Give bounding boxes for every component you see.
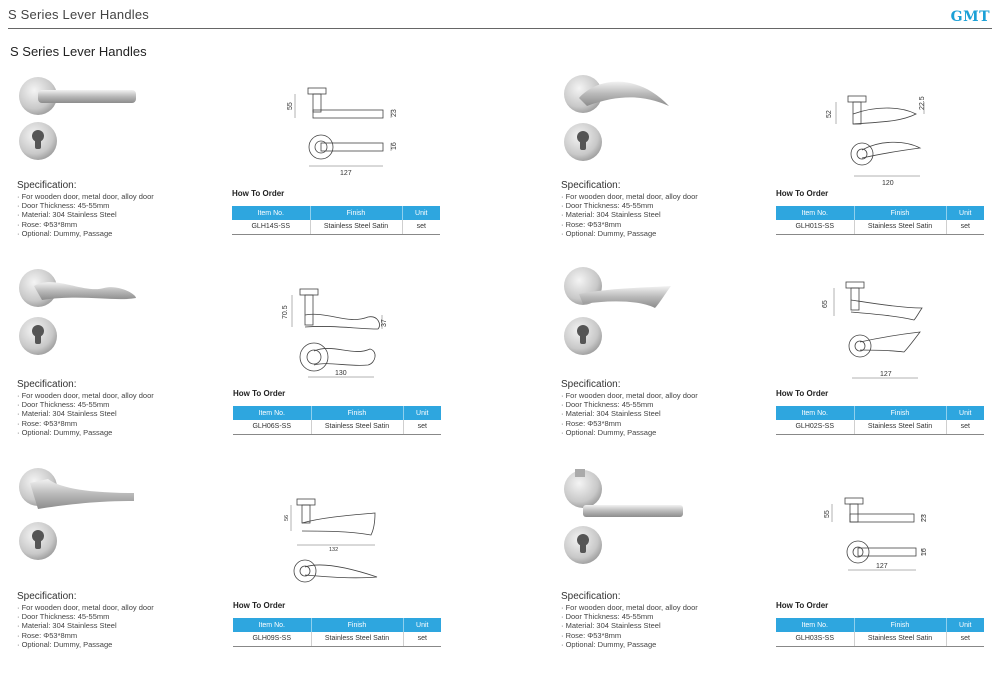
finish-cell: Stainless Steel Satin (311, 632, 403, 646)
spec-line: · Rose: Φ53*8mm (17, 630, 78, 640)
table-row (233, 632, 441, 646)
item-no-cell: GLH09S-SS (233, 632, 311, 646)
col-finish: Finish (854, 406, 946, 420)
dim-b: 23 (391, 109, 398, 117)
spec-title: Specification: (561, 180, 621, 191)
dim-d: 132 (329, 547, 339, 553)
technical-drawing (818, 278, 958, 388)
col-finish: Finish (854, 206, 946, 220)
dim-a: 55 (824, 510, 831, 518)
spec-line: · Rose: Φ53*8mm (561, 418, 622, 428)
how-to-order-title: How To Order (233, 601, 286, 610)
col-finish: Finish (310, 206, 402, 220)
spec-line: · For wooden door, metal door, alloy door (561, 192, 698, 201)
dim-b: 23 (921, 514, 928, 522)
unit-cell: set (946, 632, 984, 646)
technical-drawing (820, 490, 960, 600)
spec-line: · Rose: Φ53*8mm (561, 219, 622, 229)
lever-handle-photo (14, 465, 144, 585)
spec-line: · Rose: Φ53*8mm (17, 219, 78, 229)
spec-line: · Optional: Dummy, Passage (17, 427, 113, 437)
how-to-order-title: How To Order (776, 189, 829, 198)
table-row (776, 420, 984, 434)
spec-title: Specification: (17, 591, 77, 602)
unit-cell: set (402, 220, 440, 234)
spec-line: · Material: 304 Stainless Steel (561, 621, 661, 631)
finish-cell: Stainless Steel Satin (854, 632, 946, 646)
finish-cell: Stainless Steel Satin (854, 420, 946, 434)
spec-line: · Optional: Dummy, Passage (17, 228, 113, 238)
how-to-order-title: How To Order (776, 601, 829, 610)
table-row (233, 420, 441, 434)
spec-line: · Optional: Dummy, Passage (561, 639, 657, 649)
item-no-cell: GLH01S-SS (776, 220, 854, 234)
unit-cell: set (946, 220, 984, 234)
technical-drawing (820, 88, 960, 198)
spec-line: · For wooden door, metal door, alloy door (17, 603, 154, 612)
spec-line: · Door Thickness: 45-55mm (17, 201, 110, 211)
dim-a: 56 (284, 514, 290, 521)
dim-d: 120 (882, 180, 894, 187)
order-table (776, 206, 984, 235)
spec-line: · For wooden door, metal door, alloy door (561, 391, 698, 400)
unit-cell: set (403, 420, 441, 434)
spec-line: · Door Thickness: 45-55mm (561, 400, 654, 410)
spec-line: · Material: 304 Stainless Steel (17, 621, 117, 631)
lever-handle-photo (14, 264, 144, 384)
spec-line: · Door Thickness: 45-55mm (561, 612, 654, 622)
lever-handle-photo (559, 70, 689, 190)
specification-block (17, 379, 154, 437)
order-table (233, 618, 441, 647)
col-item-no: Item No. (232, 206, 310, 220)
dim-a: 65 (822, 300, 829, 308)
col-unit: Unit (946, 406, 984, 420)
specification-block (561, 180, 698, 238)
dim-a: 52 (826, 110, 833, 118)
finish-cell: Stainless Steel Satin (310, 220, 402, 234)
spec-line: · Door Thickness: 45-55mm (561, 201, 654, 211)
spec-line: · Rose: Φ53*8mm (17, 418, 78, 428)
specification-block (17, 591, 154, 649)
spec-title: Specification: (17, 379, 77, 390)
table-row (776, 220, 984, 234)
dim-b: 37 (381, 319, 388, 327)
spec-title: Specification: (561, 379, 621, 390)
spec-line: · Material: 304 Stainless Steel (561, 210, 661, 220)
spec-line: · Rose: Φ53*8mm (561, 630, 622, 640)
order-table (233, 406, 441, 435)
col-unit: Unit (946, 206, 984, 220)
specification-block (17, 180, 154, 238)
technical-drawing (283, 80, 423, 190)
lever-handle-photo (559, 264, 689, 384)
header-title: S Series Lever Handles (8, 7, 149, 22)
spec-line: · For wooden door, metal door, alloy door (17, 391, 154, 400)
unit-cell: set (946, 420, 984, 434)
col-item-no: Item No. (233, 406, 311, 420)
finish-cell: Stainless Steel Satin (854, 220, 946, 234)
col-item-no: Item No. (776, 618, 854, 632)
page-subtitle: S Series Lever Handles (10, 44, 147, 59)
spec-line: · Material: 304 Stainless Steel (17, 409, 117, 419)
spec-line: · Material: 304 Stainless Steel (561, 409, 661, 419)
specification-block (561, 379, 698, 437)
header-divider (8, 28, 992, 29)
order-table (776, 406, 984, 435)
col-unit: Unit (402, 206, 440, 220)
spec-line: · Optional: Dummy, Passage (561, 228, 657, 238)
col-finish: Finish (311, 618, 403, 632)
col-finish: Finish (311, 406, 403, 420)
col-item-no: Item No. (776, 406, 854, 420)
dim-c: 16 (391, 142, 398, 150)
lever-handle-photo (559, 465, 689, 585)
dim-c: 16 (921, 548, 928, 556)
col-unit: Unit (946, 618, 984, 632)
technical-drawing (278, 285, 418, 395)
col-item-no: Item No. (776, 206, 854, 220)
dim-a: 70.5 (282, 305, 289, 319)
technical-drawing (283, 495, 423, 605)
spec-line: · Door Thickness: 45-55mm (17, 612, 110, 622)
spec-line: · For wooden door, metal door, alloy door (561, 603, 698, 612)
table-row (776, 632, 984, 646)
how-to-order-title: How To Order (233, 389, 286, 398)
dim-d: 127 (340, 170, 352, 177)
how-to-order-title: How To Order (776, 389, 829, 398)
spec-title: Specification: (17, 180, 77, 191)
order-table (776, 618, 984, 647)
item-no-cell: GLH03S-SS (776, 632, 854, 646)
item-no-cell: GLH14S-SS (232, 220, 310, 234)
spec-line: · Material: 304 Stainless Steel (17, 210, 117, 220)
table-row (232, 220, 440, 234)
spec-line: · Door Thickness: 45-55mm (17, 400, 110, 410)
item-no-cell: GLH06S-SS (233, 420, 311, 434)
dim-b: 22.5 (919, 96, 926, 110)
dim-a: 55 (287, 102, 294, 110)
how-to-order-title: How To Order (232, 189, 285, 198)
spec-line: · Optional: Dummy, Passage (561, 427, 657, 437)
spec-title: Specification: (561, 591, 621, 602)
unit-cell: set (403, 632, 441, 646)
order-table (232, 206, 440, 235)
col-finish: Finish (854, 618, 946, 632)
item-no-cell: GLH02S-SS (776, 420, 854, 434)
spec-line: · For wooden door, metal door, alloy door (17, 192, 154, 201)
lever-handle-photo (14, 72, 144, 192)
col-unit: Unit (403, 406, 441, 420)
brand-logo: GMT (950, 9, 990, 25)
dim-d: 127 (880, 371, 892, 378)
col-item-no: Item No. (233, 618, 311, 632)
finish-cell: Stainless Steel Satin (311, 420, 403, 434)
spec-line: · Optional: Dummy, Passage (17, 639, 113, 649)
specification-block (561, 591, 698, 649)
dim-d: 130 (335, 370, 347, 377)
dim-d: 127 (876, 563, 888, 570)
col-unit: Unit (403, 618, 441, 632)
